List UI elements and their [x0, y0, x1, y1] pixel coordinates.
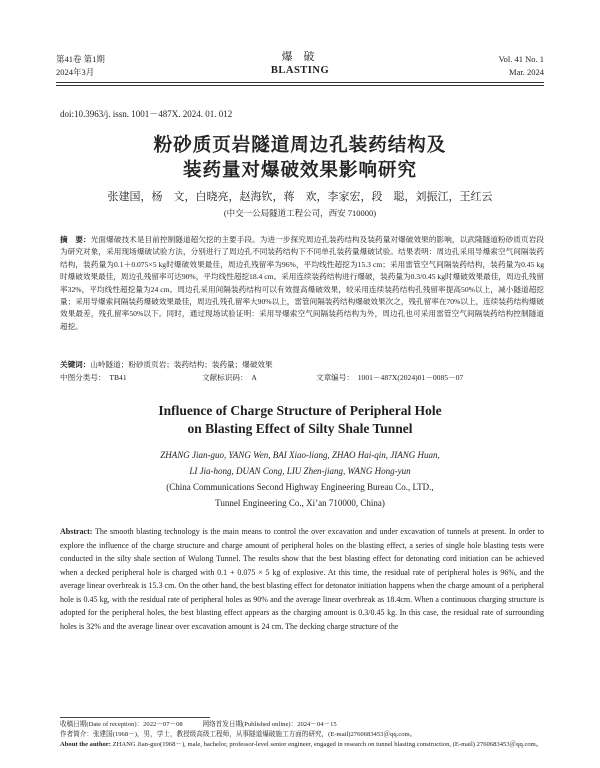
title-cn-line1: 粉砂质页岩隧道周边孔装药结构及 — [153, 135, 447, 156]
abstract-en — [60, 525, 544, 633]
affiliation-cn: (中交一公局隧道工程公司，西安 710000) — [223, 208, 377, 218]
article-number: 文章编号： 1001－487X(2024)01－0085－07 — [316, 373, 464, 382]
affiliation-en-line1: (China Communications Second Highway Engineering Bureau Co., LTD., — [166, 482, 434, 492]
authors-en-line2: LI Jia-hong, DUAN Cong, LIU Zhen-jiang, WANG Hong-yun — [189, 466, 411, 476]
journal-name-en: BLASTING — [270, 65, 330, 76]
authors-cn: 张建国，杨 文，白晓亮，赵海钦，蒋 欢，李家宏，段 聪，刘振江，王红云 — [107, 191, 493, 203]
footnote-author-cn: 作者简介：张建国(1968－)，男，学士，教授级高级工程师，从事隧道爆破施工方面的研究，(E-mail)2760683453＠qq.com。 — [60, 731, 417, 738]
date-en: Mar. 2024 — [509, 67, 544, 77]
journal-name-cn: 爆 破 — [281, 51, 319, 63]
abstract-cn-text: 光面爆破技术是目前控制隧道超欠挖的主要手段。为进一步探究周边孔装药结构及装药量对爆破效果的影响，以武隆隧道粉砂质页岩段为研究对象，采用现场爆破试验方法，分别进行了周边孔不同装药结构下不同单孔装药量爆破试验。结果表明：周边孔采用导爆索空气间隔装药结构，装药量为0.1＋0.075×5 kg时爆破效果最佳，周边孔残留率为96%，平均线性超挖为15.3 cm；采用雷管空气间隔装药结构，装药量为0.45 kg时爆破效果最佳，周边孔残留率可达90%，平均线性超挖18.4 cm。采用连续装药结构进行爆破，装药量为0.3/0.45 kg时爆破效果最佳，周边孔残留率32%，平均线性超挖量为24 cm。周边孔采用间隔装药结构可以有效提高爆破效果，较采用连续装药结构孔残留率提高50%以上，减小隧道超挖量；采用导爆索间隔装药爆破效果最佳，周边孔残孔留率大90%以上，雷管间隔装药结构爆破效果次之，残孔留率在70%以上，连续装药结构爆破效果最差，残孔留率50%以下。同时，通过现场试验证明：采用导爆索空气间隔装药结构为外，周边孔也可采用雷管空气间隔装药结构控制隧道超挖。 — [60, 235, 545, 331]
doi: doi:10.3963/j. issn. 1001－487X. 2024. 01. 012 — [60, 109, 233, 119]
title-cn-line2: 装药量对爆破效果影响研究 — [182, 160, 417, 181]
abstract-en-label: Abstract: — [60, 527, 93, 536]
affiliation-en-line2: Tunnel Engineering Co., Xi’an 710000, China) — [215, 498, 385, 508]
abstract-cn-label: 摘 要： — [60, 235, 91, 244]
volume-issue-en: Vol. 41 No. 1 — [498, 54, 544, 64]
title-en — [0, 402, 600, 438]
authors-en-line1: ZHANG Jian-guo, YANG Wen, BAI Xiao-liang, ZHAO Hai-qin, JIANG Huan, — [160, 450, 440, 460]
keywords-cn-label: 关键词： — [60, 360, 91, 369]
title-en-line2: on Blasting Effect of Silty Shale Tunnel — [187, 421, 413, 436]
header-rule-top — [56, 82, 544, 83]
authors-en — [0, 447, 600, 479]
footnote-author-en — [60, 740, 544, 750]
affiliation-en — [0, 479, 600, 511]
header-right — [499, 53, 544, 79]
clc-number: 中图分类号： TB41 — [60, 373, 127, 382]
footnote-received: 收稿日期(Date of reception)：2022－07－08 网络首发日期(Published online)：2024－04－15 — [60, 721, 337, 728]
keywords-cn — [60, 359, 544, 371]
abstract-en-text: The smooth blasting technology is the main means to control the over excavation and under excavation of tunnels at present. In order to explore the influence of the charge structure and charge amount of peripheral holes on the blasting effect, a series of single hole blasting tests were conducted in the silty shale section of Wulong Tunnel. The results show that the best blasting effect for detonating cord initiation can be achieved when a decked peripheral hole is charged with 0.1 + 0.075 × 5 kg of explosive. At this time, the residual rate of peripheral holes is 96%, and the average linear overbreak is 15.3 cm. On the other hand, the best blasting effect for detonator initiation happens when the charge amount of a peripheral hole is 0.45 kg, with the residual rate of peripheral holes as 90% and the average linear overbreak as 18.4cm. When a continuous charging structure is adopted for the peripheral holes, the best blasting effect appears as the charging amount is 0.3/0.45 kg. In this case, the residual rate of surrounding holes is 32% and the average linear over excavation amount is 24 cm. The decking charge structure of the — [60, 527, 545, 631]
title-en-line1: Influence of Charge Structure of Peripheral Hole — [158, 403, 442, 418]
header-rule-bottom — [56, 85, 544, 86]
footnote-author-en-text: ZHANG Jian-guo(1968－), male, bachelor, professor-level senior engineer, engaged in research on tunnel blasting construction, (E-mail) 2760683453＠qq.com。 — [112, 741, 543, 748]
title-cn — [0, 133, 600, 183]
footnote-author-en-label: About the author: — [60, 741, 111, 748]
footnote-rule — [60, 717, 210, 718]
volume-issue-cn: 第41卷 第1期 — [56, 54, 105, 64]
keywords-cn-text: 山岭隧道；粉砂质页岩；装药结构；装药量；爆破效果 — [90, 360, 273, 369]
abstract-cn — [60, 234, 544, 333]
date-cn: 2024年3月 — [56, 67, 95, 77]
document-code: 文献标识码： A — [202, 373, 257, 382]
